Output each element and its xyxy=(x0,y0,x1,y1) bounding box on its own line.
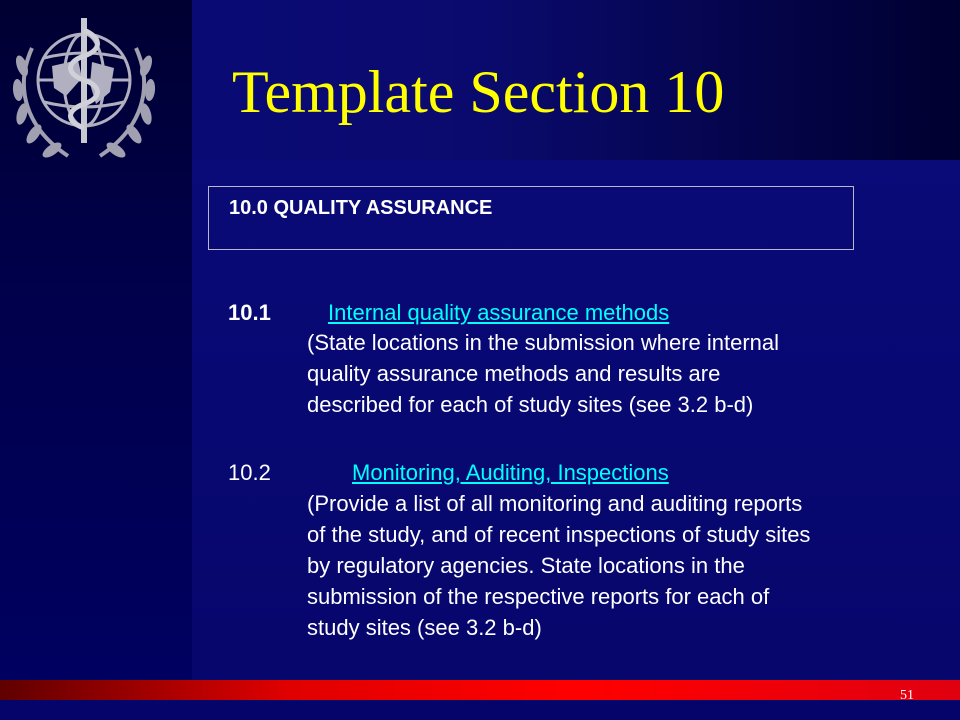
footer-strip xyxy=(0,700,960,720)
item-description xyxy=(307,327,779,420)
section-header-label: 10.0 QUALITY ASSURANCE xyxy=(229,197,493,219)
description-line: by regulatory agencies. State locations in the xyxy=(307,553,745,578)
internal-qa-methods-link[interactable]: Internal quality assurance methods xyxy=(328,300,670,325)
footer-bar xyxy=(0,680,960,700)
item-description xyxy=(307,488,810,643)
slide-title: Template Section 10 xyxy=(232,59,725,125)
description-line: described for each of study sites (see 3.2 b-d) xyxy=(307,392,754,417)
item-heading xyxy=(228,298,669,328)
description-line: study sites (see 3.2 b-d) xyxy=(307,615,542,640)
section-header-box xyxy=(208,186,854,250)
page-number: 51 xyxy=(900,688,914,703)
item-number: 10.2 xyxy=(228,460,271,485)
description-line: (Provide a list of all monitoring and auditing reports xyxy=(307,491,803,516)
description-line: quality assurance methods and results are xyxy=(307,361,721,386)
description-line: of the study, and of recent inspections of study sites xyxy=(307,522,811,547)
item-number: 10.1 xyxy=(228,300,271,325)
who-emblem-icon xyxy=(6,8,162,168)
description-line: (State locations in the submission where internal xyxy=(307,330,780,355)
description-line: submission of the respective reports for each of xyxy=(307,584,770,609)
item-heading xyxy=(228,458,669,488)
monitoring-auditing-inspections-link[interactable]: Monitoring, Auditing, Inspections xyxy=(352,460,669,485)
